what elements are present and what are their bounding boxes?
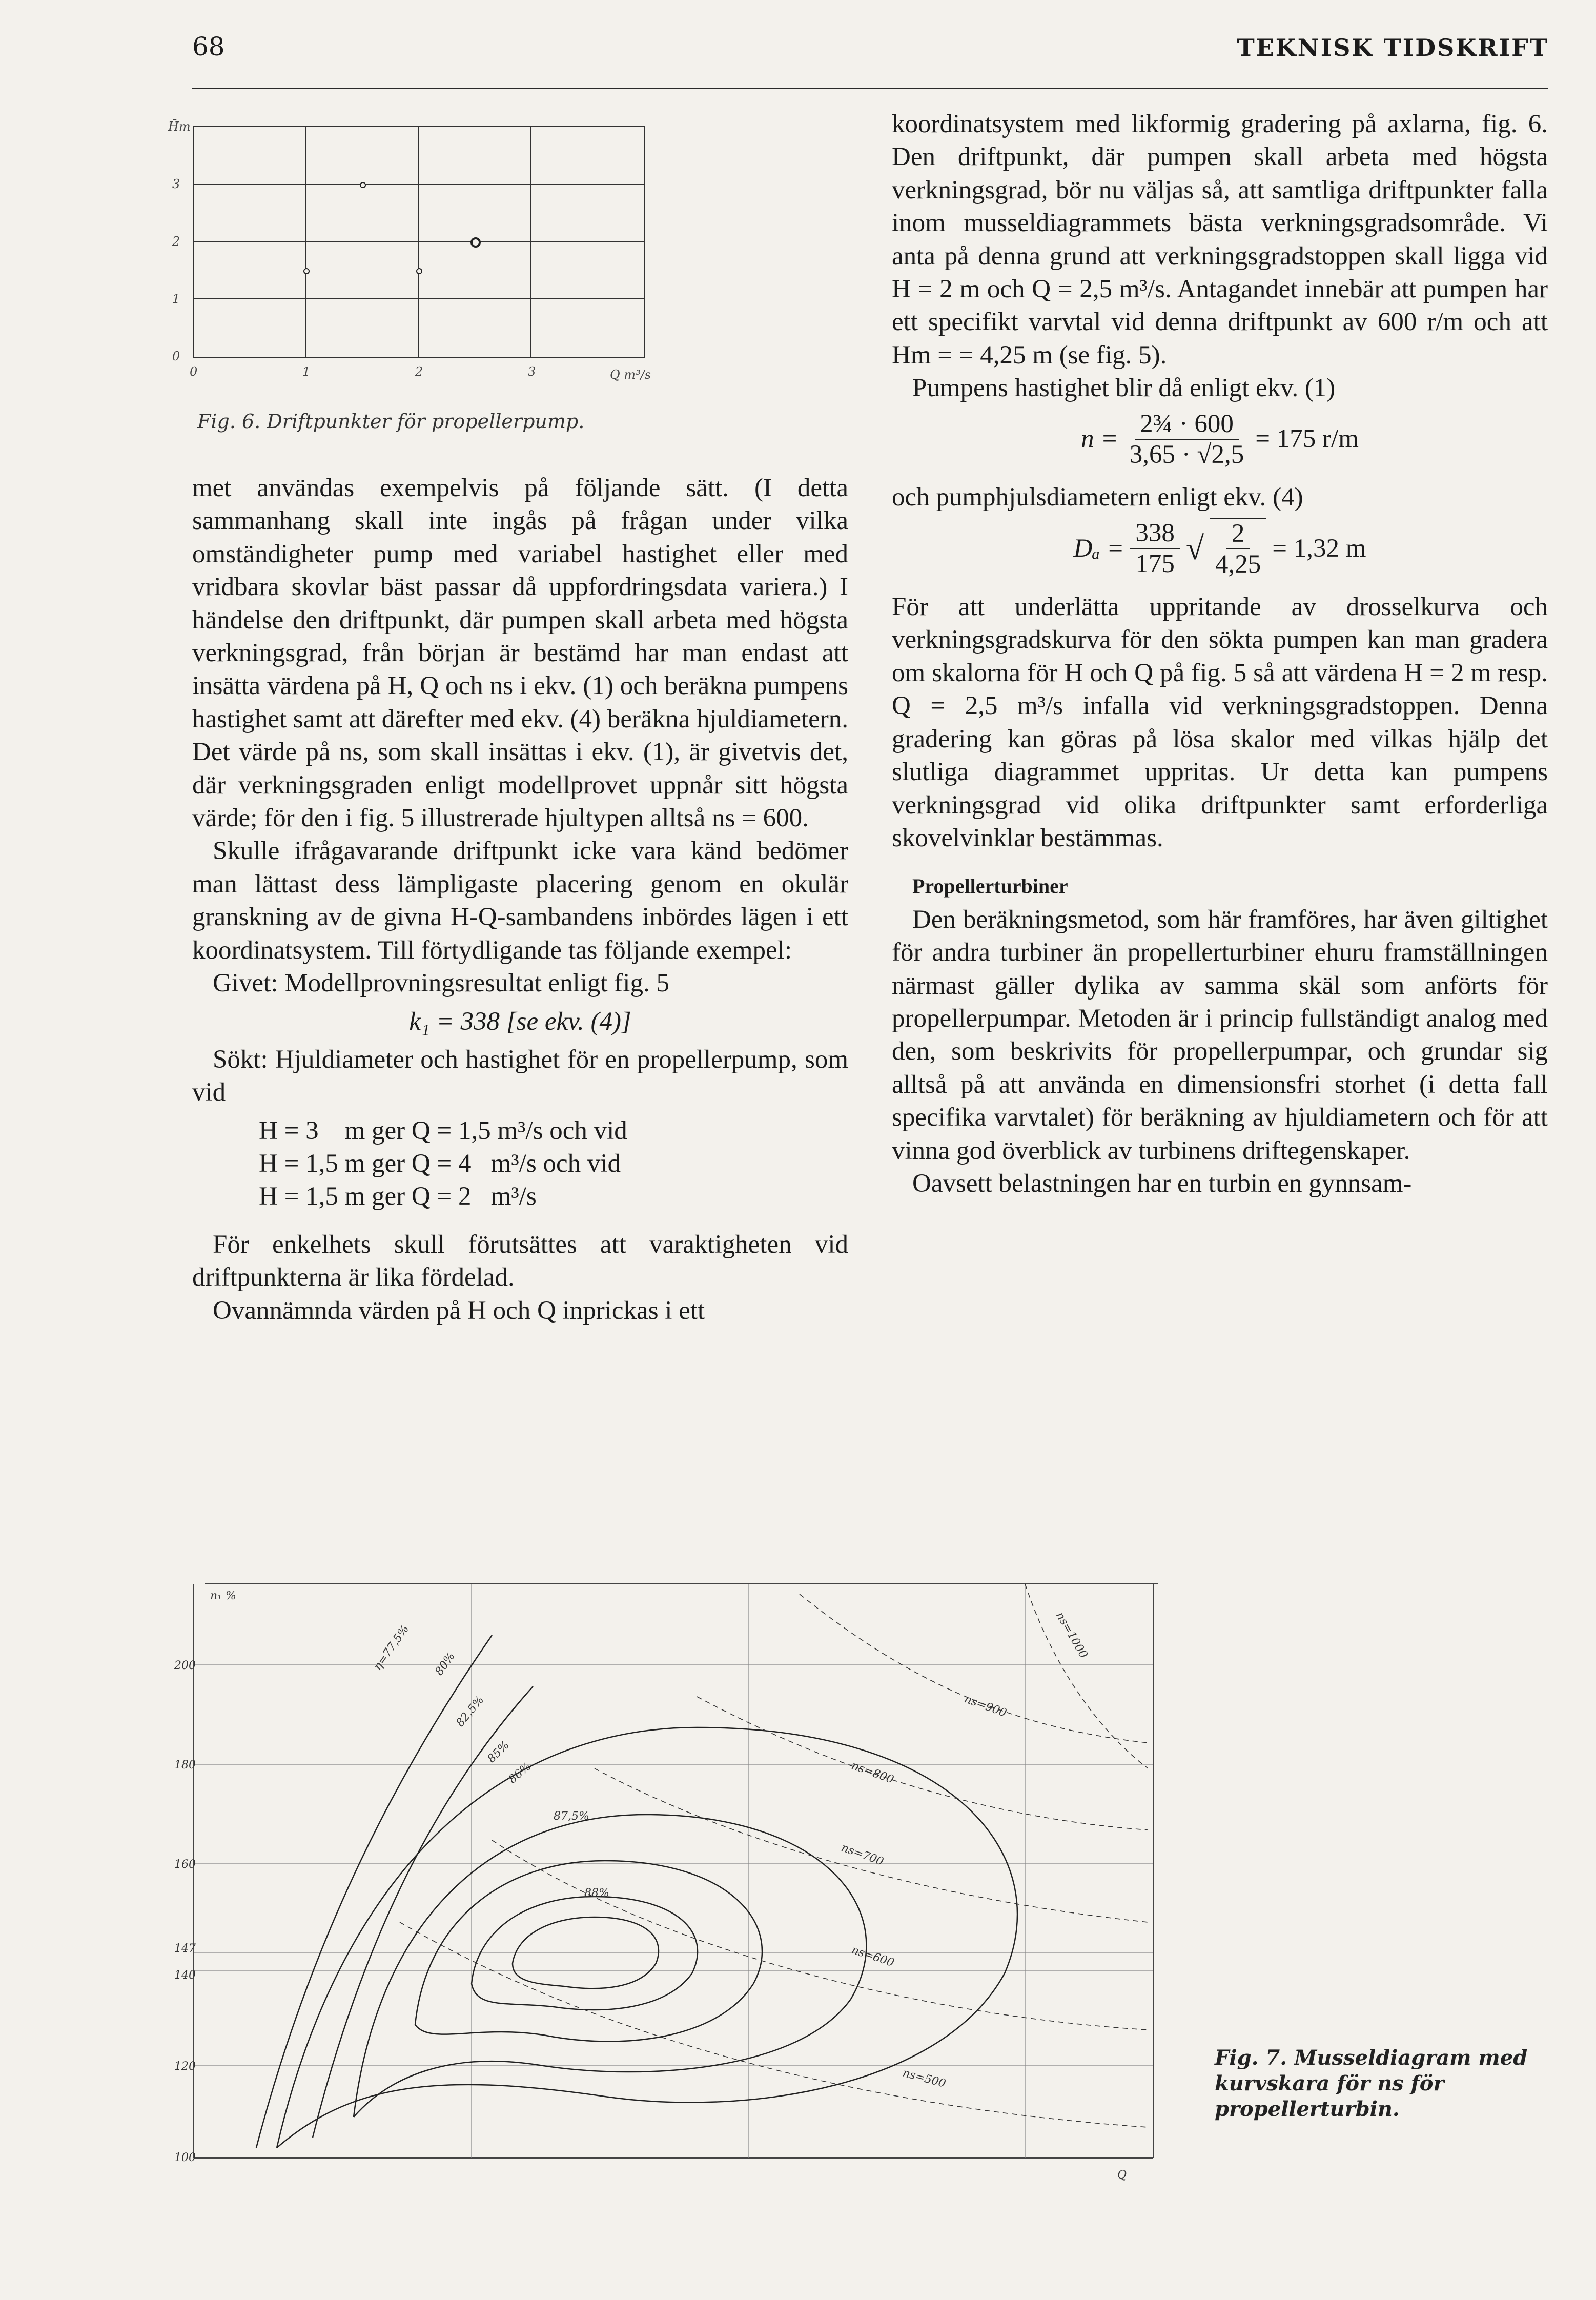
speed-eq-result: = 175 r/m [1255, 424, 1359, 454]
sought-line: Sökt: Hjuldiameter och hastighet för en propellerpump, som vid [192, 1045, 848, 1107]
radicand-denominator: 4,25 [1215, 550, 1261, 579]
contour-label: 86% [506, 1760, 534, 1786]
left-paragraph-3: För enkelhets skull förutsättes att varaktigheten vid driftpunkterna är lika fördelad. [192, 1230, 848, 1292]
operating-point-marker [472, 238, 480, 247]
right-paragraph-5: Den beräkningsmetod, som här framföres, har även giltighet för andra turbiner än propellerturbiner ehuru framställningen närmast gäller dylika av samma skäl som anförts för propellerpumpar. Metoden är i princip fullständigt analog med den, som beskrivits för propellerpumpar, och grundar sig alltså på att använda en dimensionsfri storhet (i detta fall specifika varvtalet) för beräkning av hjuldiametern och för att vinna god överblick av turbinens driftegenskaper. [892, 905, 1548, 1165]
ns-label: ns=600 [850, 1943, 896, 1970]
fig7-ytick: 140 [174, 1969, 196, 1982]
contour-label: 85% [485, 1738, 512, 1766]
ns-label: ns=800 [849, 1759, 896, 1787]
page-header [0, 21, 1596, 77]
fig7-ytick: 180 [174, 1759, 196, 1772]
diameter-equation [892, 518, 1548, 579]
radicand-numerator: 2 [1226, 519, 1250, 549]
diameter-eq-radicand [1210, 518, 1266, 579]
right-paragraph-6: Oavsett belastningen har en turbin en gynnsam- [912, 1169, 1412, 1198]
given-line: Givet: Modellprovningsresultat enligt fig. 5 [213, 969, 669, 998]
ns-label: ns=500 [901, 2066, 947, 2091]
operating-point-3: H = 1,5 m ger Q = 2 m³/s [259, 1182, 537, 1211]
right-column [892, 108, 1548, 1200]
left-column [192, 472, 848, 1327]
operating-points [259, 1114, 848, 1213]
fig6-ylabel: H̄m [168, 119, 191, 134]
ns-curve [492, 1840, 1148, 2030]
left-paragraph-4: Ovannämnda värden på H och Q inprickas i ett [213, 1296, 705, 1325]
fig7-ylabel: n₁ % [210, 1590, 236, 1602]
diameter-eq-numerator: 338 [1130, 518, 1180, 549]
sqrt-sign: √ [1185, 530, 1204, 566]
page-number: 68 [192, 32, 225, 62]
journal-title: TEKNISK TIDSKRIFT [1237, 34, 1549, 62]
efficiency-contour [277, 1727, 1017, 2148]
section-heading: Propellerturbiner [912, 874, 1068, 898]
efficiency-contour [256, 1635, 492, 2148]
fig7-xlabel: Q [1117, 2169, 1127, 2182]
speed-equation [892, 409, 1548, 470]
fig6-ytick: 2 [172, 234, 180, 249]
operating-point-marker [304, 269, 309, 274]
ns-label: ns=900 [962, 1693, 1009, 1720]
operating-point-marker [417, 269, 422, 274]
left-paragraph-1: met användas exempelvis på följande sätt. (I detta sammanhang skall inte ingås på frågan under vilka omständigheter pump med variabel hastighet eller med vridbara skovlar bäst passar då uppfordringsdata variera.) I händelse den driftpunkt, där pumpen skall arbeta med högsta verkningsgrad, från början är bestämd har man endast att insätta värdena på H, Q och ns i ekv. (1) och beräkna pumpens hastighet samt att därefter med ekv. (4) beräkna hjuldiametern. Det värde på ns, som skall insättas i ekv. (1), är givetvis det, där verkningsgraden enligt modellprovet uppnår sitt högsta värde; för den i fig. 5 illustrerade hjultypen alltså ns = 600. [192, 474, 848, 833]
diameter-eq-result: = 1,32 m [1272, 534, 1366, 563]
fig7-ytick: 147 [174, 1942, 196, 1955]
fig7-ytick: 120 [174, 2060, 196, 2073]
figure-7 [174, 1574, 1158, 2194]
diameter-eq-lhs: Dₐ = [1073, 534, 1124, 563]
diameter-eq-denominator: 175 [1135, 549, 1175, 579]
contour-label: 82,5% [454, 1694, 487, 1729]
figure-6 [154, 115, 682, 433]
fig6-xlabel: Q m³/s [610, 368, 651, 382]
fig7-mussel-diagram [174, 1574, 1158, 2194]
k1-equation: k₁ = 338 [se ekv. (4)] [409, 1007, 631, 1036]
fig6-plot [154, 115, 682, 423]
ns-curve [595, 1768, 1148, 1922]
contour-label: 88% [584, 1887, 609, 1900]
contour-label: η=77,5% [371, 1622, 412, 1673]
ns-curve [697, 1697, 1148, 1830]
right-paragraph-1: koordinatsystem med likformig gradering på axlarna, fig. 6. Den driftpunkt, där pumpen skall arbeta med högsta verkningsgrad, bör nu väljas så, att samtliga driftpunkter falla inom musseldiagrammets bästa verkningsgradsområde. Vi anta på denna grund att verkningsgradstoppen skall ligga vid H = 2 m och Q = 2,5 m³/s. Antagandet innebär att pumpen har ett specifikt varvtal vid denna driftpunkt av 600 r/m och att Hm = = 4,25 m (se fig. 5). [892, 110, 1548, 370]
contour-label: 80% [433, 1650, 458, 1678]
operating-point-marker [360, 182, 365, 188]
right-paragraph-4: För att underlätta uppritande av drosselkurva och verkningsgradskurva för den sökta pumpen kan man gradera om skalorna för H och Q på fig. 5 så att värdena H = 2 m resp. Q = 2,5 m³/s infalla vid verkningsgradstoppen. Denna gradering kan göras på lösa skalor med vilkas hjälp det slutliga diagrammet uppritas. Ur detta kan pumpens verkningsgrad vid olika driftpunkter samt erforderliga skovelvinklar bestämmas. [892, 593, 1548, 852]
contour-label: 87,5% [554, 1810, 589, 1823]
fig6-ytick: 3 [172, 177, 180, 191]
ns-label: ns=700 [839, 1841, 886, 1869]
left-paragraph-2: Skulle ifrågavarande driftpunkt icke vara känd bedömer man lättast dess lämpligaste placering genom en okulär granskning av de givna H-Q-sambandens inbördes lägen i ett koordinatsystem. Till förtydligande tas följande exempel: [192, 837, 848, 965]
operating-point-1: H = 3 m ger Q = 1,5 m³/s och vid [259, 1116, 627, 1145]
fig6-xtick: 3 [528, 364, 536, 379]
fig6-caption: Fig. 6. Driftpunkter för propellerpump. [197, 410, 585, 433]
fig6-ytick: 1 [172, 292, 180, 306]
fig7-ytick: 160 [174, 1858, 196, 1871]
fig6-xtick: 2 [415, 364, 423, 379]
diameter-eq-fraction [1130, 518, 1180, 579]
fig6-xtick: 1 [302, 364, 311, 379]
fig7-caption: Fig. 7. Musseldiagram med kurvskara för ns för propellerturbin. [1215, 2046, 1528, 2121]
header-rule [192, 88, 1548, 89]
ns-curve [1025, 1584, 1148, 1768]
operating-point-2: H = 1,5 m ger Q = 4 m³/s och vid [259, 1149, 621, 1178]
ns-curve [800, 1594, 1148, 1743]
fig6-ytick: 0 [172, 349, 180, 363]
speed-eq-fraction [1124, 409, 1249, 470]
ns-label: ns=1000 [1053, 1610, 1090, 1661]
fig7-ytick: 100 [174, 2151, 196, 2164]
right-paragraph-3: och pumphjulsdiametern enligt ekv. (4) [892, 482, 1303, 512]
fig7-ytick: 200 [174, 1659, 196, 1672]
speed-eq-lhs: n = [1081, 424, 1118, 454]
speed-eq-numerator: 2¾ · 600 [1135, 409, 1239, 440]
fig6-xtick: 0 [190, 364, 198, 379]
right-paragraph-2: Pumpens hastighet blir då enligt ekv. (1) [912, 374, 1336, 403]
speed-eq-denominator: 3,65 · √2,5 [1129, 440, 1244, 469]
